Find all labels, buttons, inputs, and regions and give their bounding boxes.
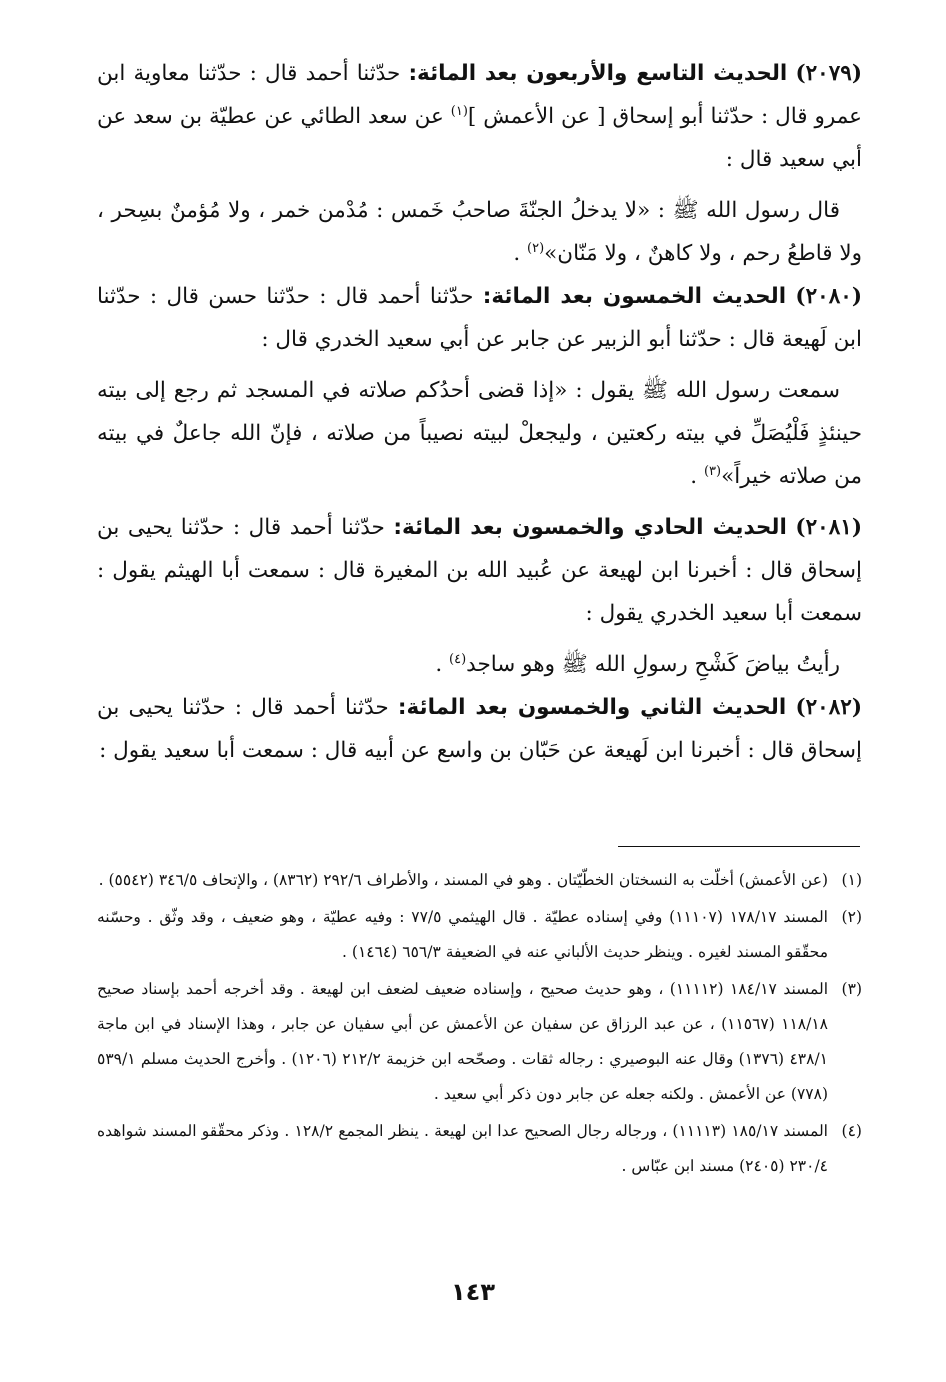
- hadith-number: (٢٠٨٢): [795, 695, 863, 720]
- main-text: [97, 52, 862, 772]
- footnote: [97, 972, 862, 1112]
- matn-end: .: [435, 652, 443, 677]
- hadith-matn: [97, 643, 862, 686]
- footnote-ref: (٤): [449, 651, 467, 667]
- hadith-title: الحديث الخمسون بعد المائة:: [482, 284, 787, 309]
- hadith-title: الحديث الحادي والخمسون بعد المائة:: [393, 515, 787, 540]
- isnad-text: عن سعد الطائي عن عطيّة بن سعد عن أبي سعيد قال :: [97, 104, 862, 172]
- hadith-isnad: [97, 275, 862, 361]
- matn-text: سمعت رسول الله ﷺ يقول : «إذا قضى أحدُكم صلاته في المسجد ثم رجع إلى بيته حينئذٍ فَلْيُصَلِّ في بيته ركعتين ، وليجعلْ لبيته نصيباً من صلاته ، فإنّ الله جاعلٌ في بيته من صلاته خيراً»: [97, 378, 862, 489]
- footnote-text: المسند ١٨٤/١٧ (١١١١٢) ، وهو حديث صحيح ، وإسناده ضعيف لضعف ابن لهيعة . وقد أخرجه أحمد بإسناد صحيح ١١٨/١٨ (١١٥٦٧) ، عن عبد الرزاق عن سفيان عن الأعمش عن أبي سفيان عن جابر ، وهذا الإسناد في ابن ماجة ٤٣٨/١ (١٣٧٦) وقال عنه البوصيري : رجاله ثقات . وصحّحه ابن خزيمة ٢١٢/٢ (١٢٠٦) . وأخرج الحديث مسلم ٥٣٩/١ (٧٧٨) عن الأعمش . ولكنه جعله عن جابر دون ذكر أبي سعيد .: [97, 980, 828, 1103]
- footnotes: [97, 863, 862, 1186]
- hadith-title: الحديث التاسع والأربعون بعد المائة:: [408, 61, 788, 86]
- isnad-text: حدّثنا أحمد قال : حدّثنا حسن قال : حدّثنا ابن لَهيعة قال : حدّثنا أبو الزبير عن جابر عن أبي سعيد الخدري قال :: [97, 284, 862, 352]
- footnote-ref: (١): [450, 103, 468, 119]
- hadith-number: (٢٠٨٠): [795, 284, 862, 309]
- footnote: [97, 1114, 862, 1184]
- isnad-text: حدّثنا أحمد قال : حدّثنا يحيى بن إسحاق قال : أخبرنا ابن لَهيعة عن حَبّان بن واسع عن أبيه قال : سمعت أبا سعيد يقول :: [97, 695, 862, 763]
- footnote-number: (٤): [841, 1122, 862, 1140]
- page-number: ١٤٣: [451, 1278, 495, 1306]
- matn-end: .: [513, 241, 521, 266]
- hadith-title: الحديث الثاني والخمسون بعد المائة:: [397, 695, 787, 720]
- footnote-ref: (٣): [703, 463, 722, 479]
- footnote-number: (٣): [841, 980, 862, 998]
- hadith-matn: [97, 369, 862, 498]
- footnote-number: (٢): [841, 908, 862, 926]
- hadith-number: (٢٠٨١): [795, 515, 862, 540]
- hadith-isnad: [97, 52, 862, 181]
- footnote-text: (عن الأعمش) أخلّت به النسختان الخطّيّتان . وهو في المسند ، والأطراف ٢٩٢/٦ (٨٣٦٢) ، والإتحاف ٣٤٦/٥ (٥٥٤٢) .: [98, 871, 828, 889]
- footnote-number: (١): [841, 871, 862, 889]
- matn-end: .: [690, 464, 698, 489]
- footnote: [97, 900, 862, 970]
- hadith-matn: [97, 189, 862, 275]
- footnote-text: المسند ١٨٥/١٧ (١١١١٣) ، ورجاله رجال الصحيح عدا ابن لهيعة . ينظر المجمع ١٢٨/٢ . وذكر محقّقو المسند شواهده ٢٣٠/٤ (٢٤٠٥) مسند ابن عبّاس .: [97, 1122, 828, 1175]
- hadith-isnad: [97, 506, 862, 635]
- matn-text: رأيتُ بياضَ كَشْحِ رسولِ الله ﷺ وهو ساجد: [466, 652, 840, 677]
- hadith-isnad: [97, 686, 862, 772]
- isnad-text: حدّثنا أحمد قال : حدّثنا معاوية ابن عمرو قال : حدّثنا أبو إسحاق [ عن الأعمش ]: [97, 61, 863, 129]
- matn-text: قال رسول الله ﷺ : «لا يدخلُ الجنّةَ صاحبُ خَمس : مُدْمن خمر ، ولا مُؤمنٌ بسِحر ، ولا قاطعُ رحم ، ولا كاهنٌ ، ولا مَنّان»: [97, 198, 862, 266]
- footnote: [97, 863, 862, 898]
- footnote-divider: [618, 846, 860, 847]
- footnote-text: المسند ١٧٨/١٧ (١١١٠٧) وفي إسناده عطيّة . قال الهيثمي ٧٧/٥ : وفيه عطيّة ، وهو ضعيف ، وقد وثّق . وحسّنه محقّقو المسند لغيره . وينظر حديث الألباني عنه في الضعيفة ٦٥٦/٣ (١٤٦٤) .: [97, 908, 828, 961]
- isnad-text: حدّثنا أحمد قال : حدّثنا يحيى بن إسحاق قال : أخبرنا ابن لهيعة عن عُبيد الله بن المغيرة قال : سمعت أبا الهيثم يقول : سمعت أبا سعيد الخدري يقول :: [97, 515, 862, 626]
- hadith-number: (٢٠٧٩): [795, 61, 863, 86]
- footnote-ref: (٢): [527, 240, 545, 256]
